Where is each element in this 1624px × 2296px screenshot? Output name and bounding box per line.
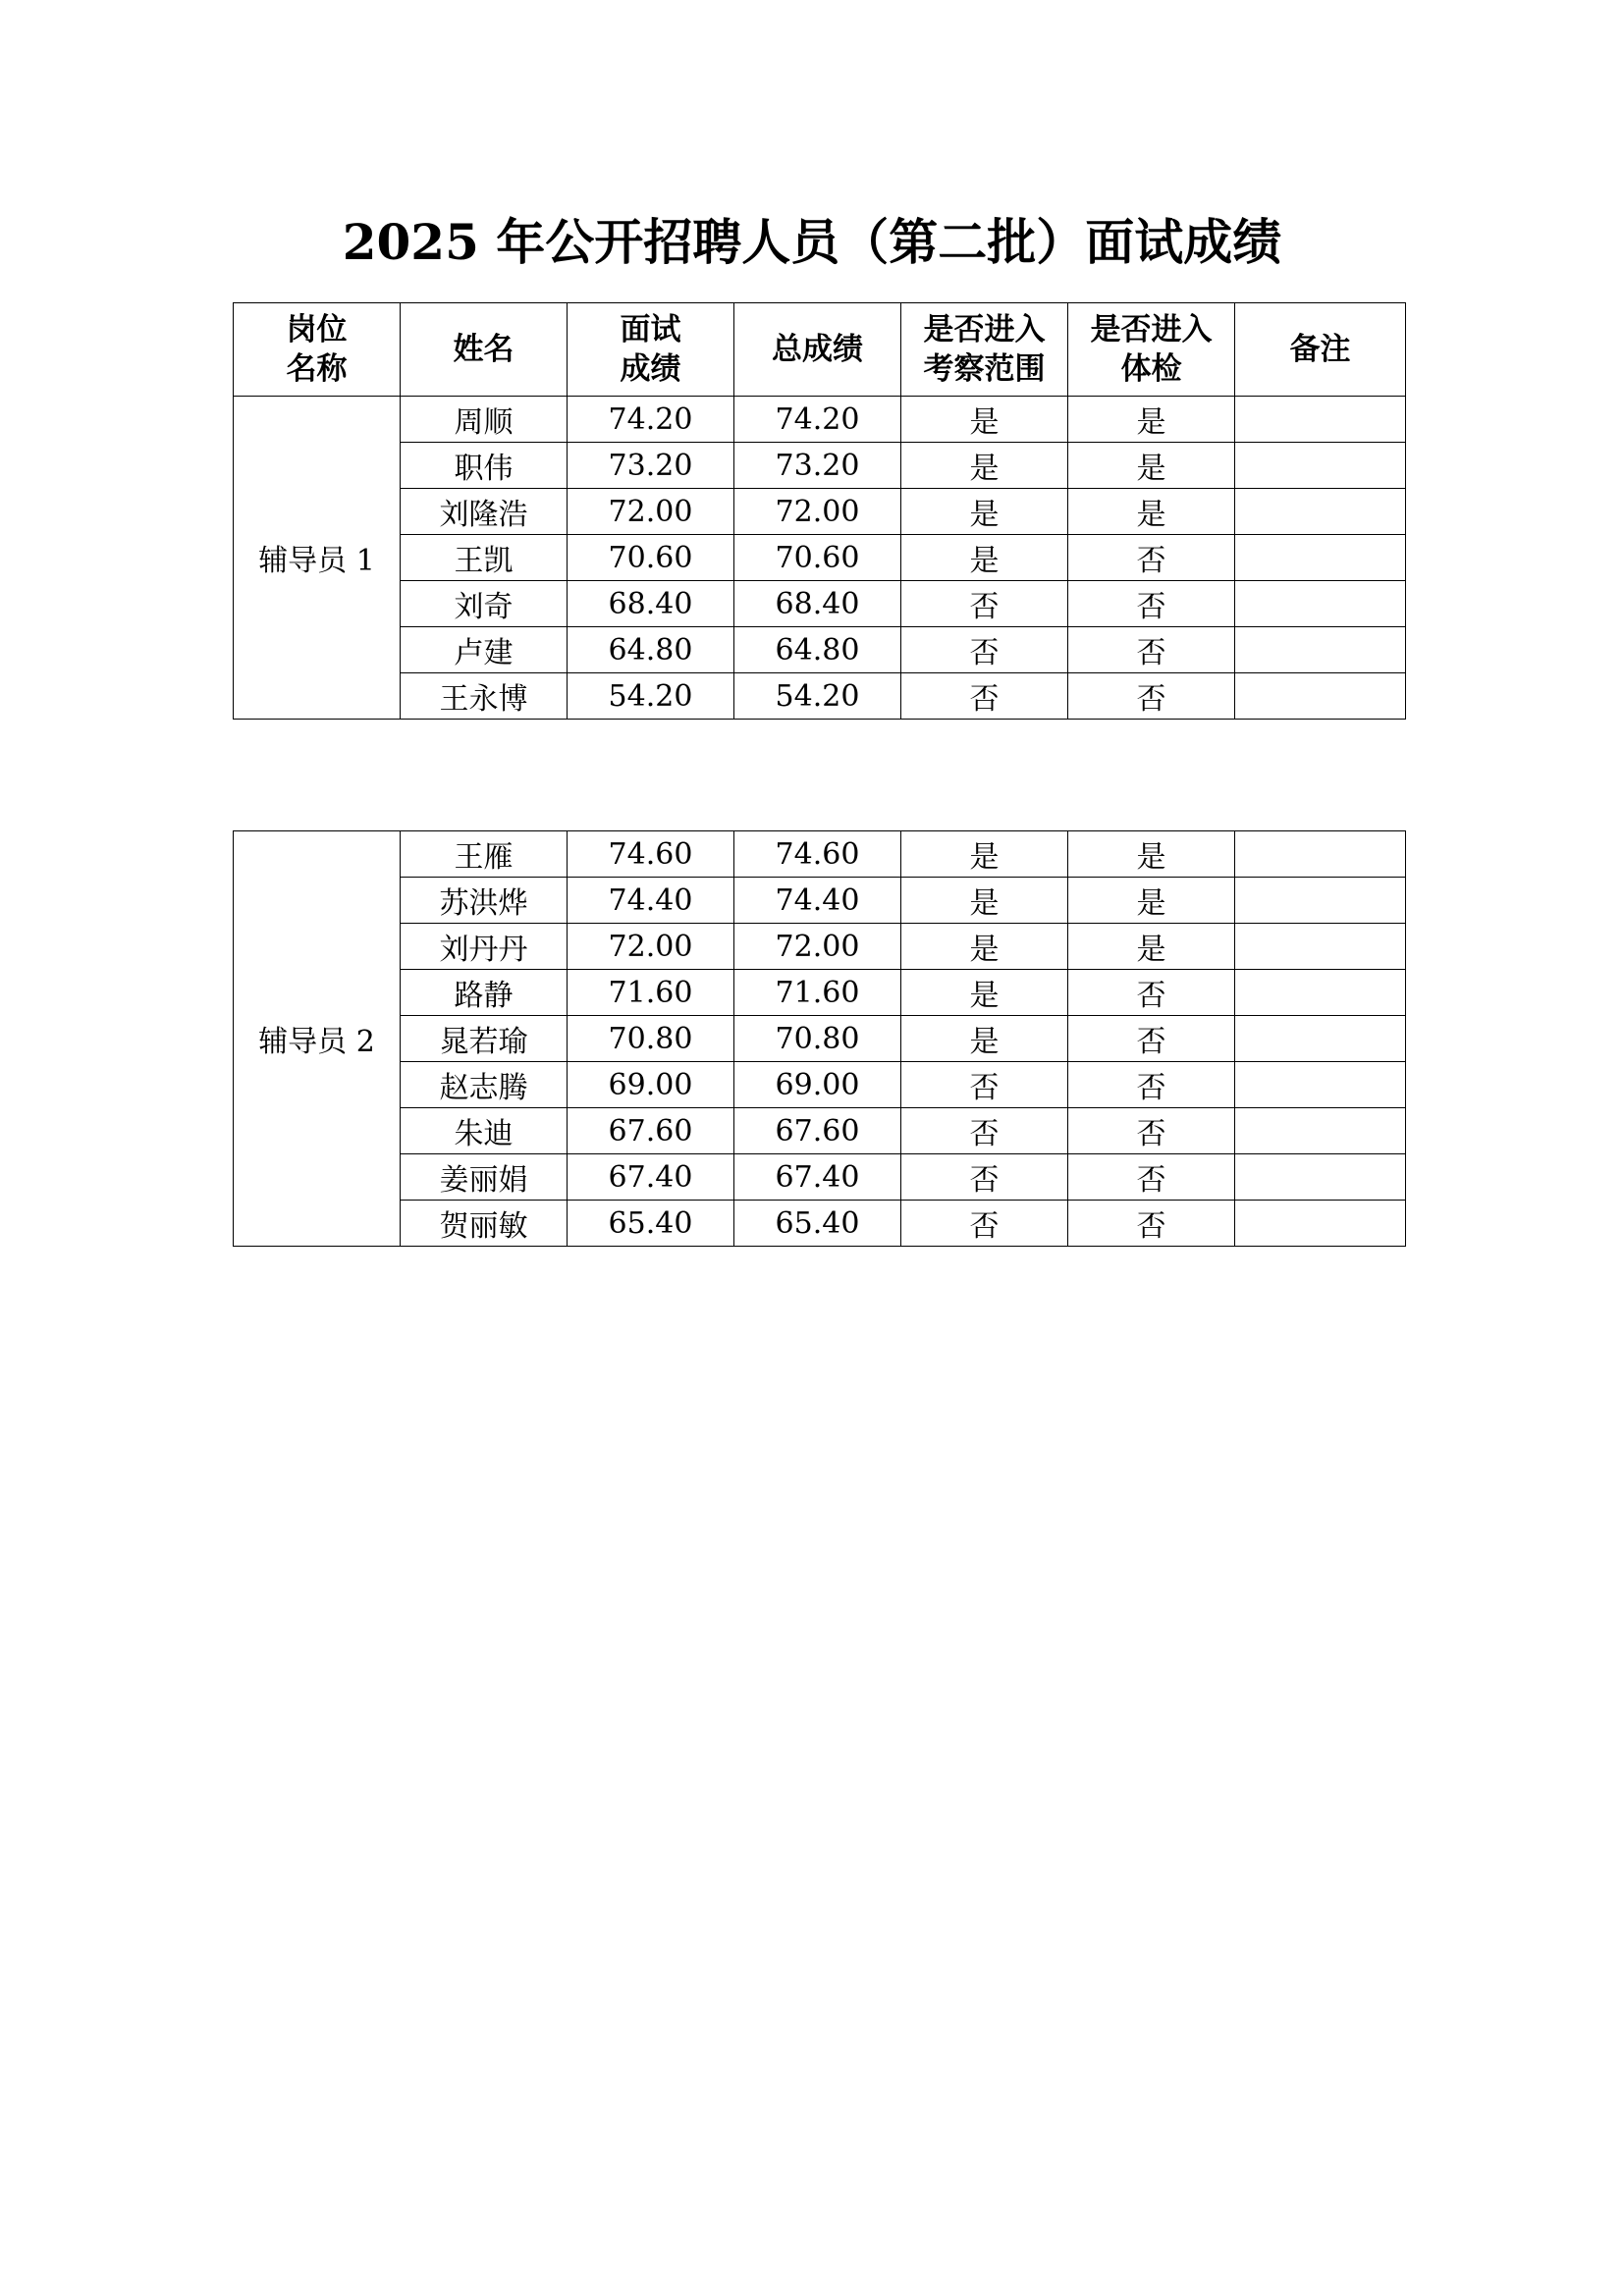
table-row bbox=[234, 673, 1406, 720]
name-cell: 赵志腾 bbox=[401, 1062, 568, 1108]
table-header-row bbox=[234, 303, 1406, 397]
interview-score-cell: 74.60 bbox=[568, 831, 734, 878]
interview-score-cell: 69.00 bbox=[568, 1062, 734, 1108]
table-row bbox=[234, 1016, 1406, 1062]
physical-exam-cell: 否 bbox=[1068, 673, 1235, 720]
total-score-cell: 74.20 bbox=[734, 397, 901, 443]
name-cell: 刘隆浩 bbox=[401, 489, 568, 535]
remark-cell bbox=[1235, 489, 1406, 535]
inspection-cell: 否 bbox=[901, 627, 1068, 673]
remark-cell bbox=[1235, 397, 1406, 443]
table-row bbox=[234, 1154, 1406, 1201]
header-name: 姓名 bbox=[401, 303, 568, 397]
page-title: 2025 年公开招聘人员（第二批）面试成绩 bbox=[342, 213, 1282, 271]
remark-cell bbox=[1235, 878, 1406, 924]
total-score-cell: 68.40 bbox=[734, 581, 901, 627]
interview-score-cell: 65.40 bbox=[568, 1201, 734, 1247]
inspection-cell: 是 bbox=[901, 924, 1068, 970]
table-row bbox=[234, 1108, 1406, 1154]
table-row bbox=[234, 1062, 1406, 1108]
remark-cell bbox=[1235, 970, 1406, 1016]
name-cell: 王凯 bbox=[401, 535, 568, 581]
header-total-score: 总成绩 bbox=[734, 303, 901, 397]
total-score-cell: 54.20 bbox=[734, 673, 901, 720]
interview-score-cell: 70.80 bbox=[568, 1016, 734, 1062]
table-row bbox=[234, 397, 1406, 443]
physical-exam-cell: 是 bbox=[1068, 397, 1235, 443]
name-cell: 路静 bbox=[401, 970, 568, 1016]
total-score-cell: 69.00 bbox=[734, 1062, 901, 1108]
inspection-cell: 是 bbox=[901, 831, 1068, 878]
position-cell: 辅导员 2 bbox=[234, 831, 401, 1247]
header-inspection: 是否进入 考察范围 bbox=[901, 303, 1068, 397]
inspection-cell: 是 bbox=[901, 535, 1068, 581]
total-score-cell: 65.40 bbox=[734, 1201, 901, 1247]
interview-score-cell: 74.20 bbox=[568, 397, 734, 443]
physical-exam-cell: 否 bbox=[1068, 1201, 1235, 1247]
inspection-cell: 否 bbox=[901, 1201, 1068, 1247]
table-row bbox=[234, 924, 1406, 970]
remark-cell bbox=[1235, 924, 1406, 970]
table-row bbox=[234, 1201, 1406, 1247]
interview-score-cell: 67.60 bbox=[568, 1108, 734, 1154]
physical-exam-cell: 否 bbox=[1068, 1016, 1235, 1062]
remark-cell bbox=[1235, 443, 1406, 489]
total-score-cell: 74.40 bbox=[734, 878, 901, 924]
inspection-cell: 是 bbox=[901, 878, 1068, 924]
name-cell: 姜丽娟 bbox=[401, 1154, 568, 1201]
name-cell: 王雁 bbox=[401, 831, 568, 878]
remark-cell bbox=[1235, 1016, 1406, 1062]
interview-score-cell: 70.60 bbox=[568, 535, 734, 581]
table-row bbox=[234, 535, 1406, 581]
physical-exam-cell: 是 bbox=[1068, 489, 1235, 535]
total-score-cell: 67.60 bbox=[734, 1108, 901, 1154]
header-position: 岗位 名称 bbox=[234, 303, 401, 397]
physical-exam-cell: 否 bbox=[1068, 627, 1235, 673]
interview-score-cell: 68.40 bbox=[568, 581, 734, 627]
physical-exam-cell: 否 bbox=[1068, 535, 1235, 581]
inspection-cell: 是 bbox=[901, 397, 1068, 443]
inspection-cell: 否 bbox=[901, 1154, 1068, 1201]
interview-score-cell: 64.80 bbox=[568, 627, 734, 673]
physical-exam-cell: 否 bbox=[1068, 1154, 1235, 1201]
score-table-group-1 bbox=[233, 302, 1406, 720]
remark-cell bbox=[1235, 831, 1406, 878]
inspection-cell: 否 bbox=[901, 1108, 1068, 1154]
header-physical-exam: 是否进入 体检 bbox=[1068, 303, 1235, 397]
remark-cell bbox=[1235, 673, 1406, 720]
header-remark: 备注 bbox=[1235, 303, 1406, 397]
name-cell: 周顺 bbox=[401, 397, 568, 443]
name-cell: 晁若瑜 bbox=[401, 1016, 568, 1062]
position-cell: 辅导员 1 bbox=[234, 397, 401, 720]
physical-exam-cell: 否 bbox=[1068, 581, 1235, 627]
name-cell: 刘奇 bbox=[401, 581, 568, 627]
total-score-cell: 72.00 bbox=[734, 924, 901, 970]
table-row bbox=[234, 489, 1406, 535]
name-cell: 卢建 bbox=[401, 627, 568, 673]
inspection-cell: 是 bbox=[901, 1016, 1068, 1062]
interview-score-cell: 73.20 bbox=[568, 443, 734, 489]
total-score-cell: 74.60 bbox=[734, 831, 901, 878]
physical-exam-cell: 是 bbox=[1068, 878, 1235, 924]
table-row bbox=[234, 878, 1406, 924]
table-row bbox=[234, 443, 1406, 489]
name-cell: 王永博 bbox=[401, 673, 568, 720]
interview-score-cell: 71.60 bbox=[568, 970, 734, 1016]
total-score-cell: 71.60 bbox=[734, 970, 901, 1016]
physical-exam-cell: 否 bbox=[1068, 1108, 1235, 1154]
inspection-cell: 否 bbox=[901, 581, 1068, 627]
inspection-cell: 是 bbox=[901, 489, 1068, 535]
inspection-cell: 否 bbox=[901, 673, 1068, 720]
remark-cell bbox=[1235, 535, 1406, 581]
name-cell: 苏洪烨 bbox=[401, 878, 568, 924]
total-score-cell: 70.80 bbox=[734, 1016, 901, 1062]
physical-exam-cell: 是 bbox=[1068, 443, 1235, 489]
physical-exam-cell: 是 bbox=[1068, 831, 1235, 878]
name-cell: 职伟 bbox=[401, 443, 568, 489]
total-score-cell: 67.40 bbox=[734, 1154, 901, 1201]
inspection-cell: 是 bbox=[901, 970, 1068, 1016]
inspection-cell: 是 bbox=[901, 443, 1068, 489]
score-table-group-2 bbox=[233, 830, 1406, 1247]
interview-score-cell: 72.00 bbox=[568, 924, 734, 970]
total-score-cell: 64.80 bbox=[734, 627, 901, 673]
remark-cell bbox=[1235, 627, 1406, 673]
name-cell: 贺丽敏 bbox=[401, 1201, 568, 1247]
physical-exam-cell: 否 bbox=[1068, 1062, 1235, 1108]
total-score-cell: 70.60 bbox=[734, 535, 901, 581]
physical-exam-cell: 是 bbox=[1068, 924, 1235, 970]
table-row bbox=[234, 970, 1406, 1016]
header-interview-score: 面试 成绩 bbox=[568, 303, 734, 397]
table-row bbox=[234, 831, 1406, 878]
remark-cell bbox=[1235, 1108, 1406, 1154]
remark-cell bbox=[1235, 1154, 1406, 1201]
name-cell: 刘丹丹 bbox=[401, 924, 568, 970]
interview-score-cell: 67.40 bbox=[568, 1154, 734, 1201]
table-row bbox=[234, 581, 1406, 627]
name-cell: 朱迪 bbox=[401, 1108, 568, 1154]
physical-exam-cell: 否 bbox=[1068, 970, 1235, 1016]
total-score-cell: 73.20 bbox=[734, 443, 901, 489]
remark-cell bbox=[1235, 1201, 1406, 1247]
total-score-cell: 72.00 bbox=[734, 489, 901, 535]
remark-cell bbox=[1235, 1062, 1406, 1108]
inspection-cell: 否 bbox=[901, 1062, 1068, 1108]
interview-score-cell: 54.20 bbox=[568, 673, 734, 720]
table-row bbox=[234, 627, 1406, 673]
interview-score-cell: 74.40 bbox=[568, 878, 734, 924]
interview-score-cell: 72.00 bbox=[568, 489, 734, 535]
remark-cell bbox=[1235, 581, 1406, 627]
